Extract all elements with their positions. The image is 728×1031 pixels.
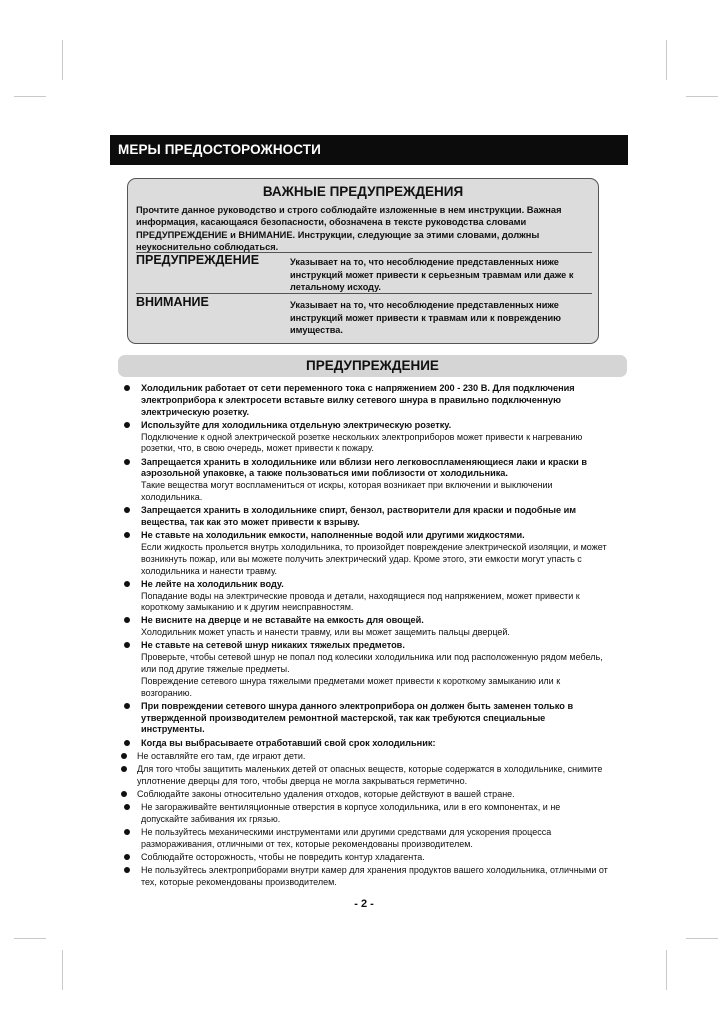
term-warning: ПРЕДУПРЕЖДЕНИЕ: [136, 253, 260, 267]
bullet-icon: [124, 532, 130, 538]
bullet-icon: [124, 507, 130, 513]
list-item: [120, 865, 610, 889]
item-title: Когда вы выбрасываете отработавший свой срок холодильник:: [141, 737, 436, 748]
list-subitem: [120, 789, 610, 801]
item-text: Попадание воды на электрические провода и детали, находящиеся под напряжением, может привести к короткому замыканию и к другим неисправностям.: [141, 590, 580, 613]
item-text: Не загораживайте вентиляционные отверстия в корпусе холодильника, или в его компонентах, и не допускайте забивания их грязью.: [141, 802, 561, 824]
list-item: [120, 457, 610, 504]
list-item: [120, 827, 610, 851]
list-subitem: [120, 764, 610, 788]
divider: [136, 293, 592, 294]
list-item: [120, 579, 610, 614]
list-item: [120, 701, 610, 736]
crop-mark: [666, 950, 667, 990]
bullet-icon: [121, 791, 127, 797]
crop-mark: [62, 950, 63, 990]
list-item: [120, 852, 610, 864]
item-text: Подключение к одной электрической розетке нескольких электроприборов может привести к нагреванию розетки, что, в свою очередь, может привести к пожару.: [141, 431, 583, 454]
bullet-icon: [121, 753, 127, 759]
item-title: Используйте для холодильника отдельную электрическую розетку.: [141, 419, 452, 430]
item-text: Не пользуйтесь электроприборами внутри камер для хранения продуктов вашего холодильника, отличными от тех, которые рекомендованы производителем.: [141, 865, 608, 888]
subitem-text: Не оставляйте его там, где играют дети.: [137, 750, 306, 761]
crop-mark: [14, 938, 46, 939]
crop-mark: [686, 96, 718, 97]
bullet-icon: [124, 867, 130, 873]
bullet-icon: [124, 804, 130, 810]
crop-mark: [14, 96, 46, 97]
item-title: Не лейте на холодильник воду.: [141, 578, 284, 589]
warning-list: [120, 383, 610, 890]
list-item: [120, 383, 610, 418]
item-title: Запрещается хранить в холодильнике или вблизи него легковоспламеняющиеся лаки и краски в аэрозольной упаковке, а также пользоваться ими поблизости от холодильника.: [141, 456, 588, 479]
item-title: Не ставьте на сетевой шнур никаких тяжелых предметов.: [141, 640, 405, 651]
item-text: Проверьте, чтобы сетевой шнур не попал под колесики холодильника или под расположенную рядом мебель, или под другие тяжелые предметы.: [141, 652, 603, 675]
list-item: [120, 738, 610, 750]
item-title: При повреждении сетевого шнура данного электроприбора он должен быть заменен только в утвержденной производителем ремонтной мастерской, так как требуются специальные инструменты.: [141, 700, 574, 735]
important-warnings-box: [127, 178, 599, 344]
box-title: ВАЖНЫЕ ПРЕДУПРЕЖДЕНИЯ: [262, 184, 464, 199]
item-title: Запрещается хранить в холодильнике спирт, бензол, растворители для краски и подобные им вещества, так как это может привести к взрыву.: [141, 505, 577, 527]
item-text: Соблюдайте осторожность, чтобы не повредить контур хладагента.: [141, 852, 425, 863]
item-text: Холодильник может упасть и нанести травму, или вы может защемить пальцы дверцей.: [141, 627, 510, 638]
bullet-icon: [124, 642, 130, 648]
list-item: [120, 530, 610, 577]
subitem-text: Соблюдайте законы относительно удаления отходов, которые действуют в вашей стране.: [137, 788, 515, 799]
crop-mark: [686, 938, 718, 939]
bullet-icon: [124, 703, 130, 709]
bullet-icon: [124, 740, 130, 746]
bullet-icon: [124, 422, 130, 428]
list-item: [120, 640, 610, 699]
item-text: Если жидкость прольется внутрь холодильника, то произойдет повреждение электрической изоляции, и может возникнуть пожар, или вы можете получить электрический удар. Кроме этого, эти емкости могут упасть с холодильника и нанести травму.: [141, 541, 607, 576]
term-caution-desc: Указывает на то, что несоблюдение представленных ниже инструкций может привести к травмам или к повреждению имущества.: [290, 300, 562, 336]
list-item: [120, 615, 610, 639]
term-warning-desc: Указывает на то, что несоблюдение представленных ниже инструкций может привести к серьезным травмам или даже к летальному исходу.: [290, 257, 574, 293]
list-item: [120, 420, 610, 455]
bullet-icon: [124, 854, 130, 860]
term-caution: ВНИМАНИЕ: [136, 295, 209, 309]
list-item: [120, 802, 610, 826]
page-number: - 2 -: [354, 898, 374, 910]
list-item: [120, 505, 610, 529]
bullet-icon: [124, 829, 130, 835]
crop-mark: [666, 40, 667, 80]
subitem-text: Для того чтобы защитить маленьких детей от опасных веществ, которые содержатся в холодильнике, снимите уплотнение дверцы для того, чтобы дверца не могла закрываться герметично.: [137, 764, 603, 786]
bullet-icon: [124, 581, 130, 587]
item-title: Не висните на дверце и не вставайте на емкость для овощей.: [141, 615, 424, 626]
crop-mark: [62, 40, 63, 80]
bullet-icon: [121, 766, 127, 772]
box-intro: Прочтите данное руководство и строго соблюдайте изложенные в нем инструкции. Важная информация, касающаяся безопасности, обозначена в тексте руководства словами ПРЕДУПРЕЖДЕНИЕ и ВНИМАНИЕ. Инструкции, следующие за этими словами, должны неукоснительно соблюдаться.: [136, 205, 562, 252]
warning-section-title: ПРЕДУПРЕЖДЕНИЕ: [118, 355, 627, 377]
item-text: Такие вещества могут воспламениться от искры, которая возникает при включении и выключении холодильника.: [141, 480, 553, 502]
section-header: МЕРЫ ПРЕДОСТОРОЖНОСТИ: [110, 135, 628, 165]
item-text: Не пользуйтесь механическими инструментами или другими средствами для ускорения процесса размораживания, отличными от тех, которые рекомендованы производителем.: [141, 827, 552, 849]
bullet-icon: [124, 459, 130, 465]
bullet-icon: [124, 617, 130, 623]
list-subitem: [120, 751, 610, 763]
item-title: Холодильник работает от сети переменного тока с напряжением 200 - 230 В. Для подключения электроприбора к электросети вставьте вилку сетевого шнура в правильно подключенную электрическую розетку.: [141, 383, 575, 417]
bullet-icon: [124, 385, 130, 391]
item-text: Повреждение сетевого шнура тяжелыми предметами может привести к короткому замыканию или к возгоранию.: [141, 675, 561, 698]
item-title: Не ставьте на холодильник емкости, наполненные водой или другими жидкостями.: [141, 530, 525, 541]
